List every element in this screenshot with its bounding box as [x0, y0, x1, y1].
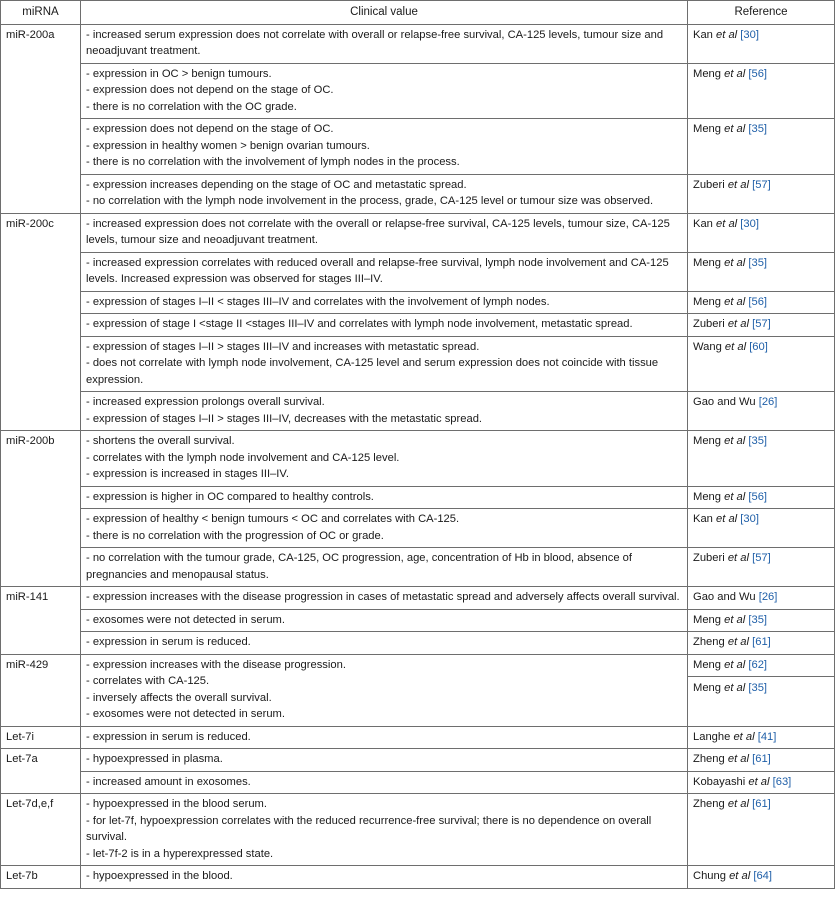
- clinical-value-cell: [81, 119, 688, 175]
- reference-entry: [693, 433, 830, 450]
- reference-et-al: et al: [721, 490, 746, 503]
- mirna-label: Let-7a: [6, 753, 38, 765]
- clinical-value-cell: [81, 794, 688, 866]
- mirna-label: miR-200b: [6, 435, 55, 447]
- table-row: [1, 771, 835, 794]
- reference-cell: [688, 749, 835, 772]
- table-row: [1, 314, 835, 337]
- clinical-value-line: - expression of stages I–II > stages III–IV, decreases with the metastatic spread.: [86, 412, 483, 425]
- clinical-value-line: - correlates with the lymph node involvement and CA-125 level.: [86, 451, 400, 464]
- reference-entry: [693, 294, 830, 311]
- reference-et-al: et al: [724, 798, 749, 810]
- mirna-cell: [1, 794, 81, 866]
- reference-citation-link[interactable]: [62]: [748, 658, 768, 671]
- reference-author: Meng: [693, 435, 721, 447]
- reference-cell: [688, 24, 835, 63]
- clinical-value-line: - expression is increased in stages III–IV.: [86, 468, 289, 480]
- clinical-value-line: - there is no correlation with the involvement of lymph nodes in the process.: [86, 156, 460, 168]
- reference-cell: [688, 654, 835, 726]
- reference-citation-link[interactable]: [30]: [740, 217, 759, 230]
- reference-citation-link[interactable]: [61]: [752, 798, 771, 810]
- reference-et-al: et al: [724, 636, 749, 648]
- clinical-value-line: - expression in OC > benign tumours.: [86, 67, 272, 80]
- reference-et-al: et al: [745, 775, 770, 788]
- clinical-value-line: - no correlation with the tumour grade, CA-125, OC progression, age, concentration of Hb in blood, absence of pregnancies and menopausal status.: [86, 552, 633, 581]
- mirna-cell: [1, 24, 81, 213]
- reference-entry: [693, 316, 830, 333]
- reference-cell: [688, 866, 835, 889]
- reference-entry: [693, 589, 830, 606]
- clinical-value-line: - expression of stages I–II > stages III–IV and increases with metastatic spread.: [86, 340, 480, 353]
- clinical-value-line: - correlates with CA-125.: [86, 675, 210, 687]
- reference-cell: [688, 771, 835, 794]
- reference-author: Kobayashi: [693, 775, 746, 788]
- clinical-value-line: - expression increases depending on the stage of OC and metastatic spread.: [86, 178, 467, 191]
- reference-author: Zuberi: [693, 178, 725, 191]
- clinical-value-line: - increased expression correlates with reduced overall and relapse-free survival, lymph node involvement and CA-125 levels. Increased expression was observed for stages III–IV.: [86, 256, 669, 285]
- table-row: [1, 609, 835, 632]
- reference-citation-link[interactable]: [35]: [748, 613, 768, 626]
- clinical-value-cell: [81, 726, 688, 749]
- reference-entry: [693, 612, 830, 629]
- reference-entry: [693, 729, 830, 746]
- reference-cell: [688, 252, 835, 291]
- mirna-cell: [1, 726, 81, 749]
- reference-cell: [688, 213, 835, 252]
- reference-entry: [693, 177, 830, 194]
- reference-cell: [688, 632, 835, 655]
- reference-et-al: et al: [725, 870, 751, 882]
- table-row: [1, 726, 835, 749]
- clinical-value-line: - expression of healthy < benign tumours < OC and correlates with CA-125.: [86, 513, 460, 525]
- clinical-value-line: - expression of stage I <stage II <stages III–IV and correlates with lymph node involvement, metastatic spread.: [86, 318, 633, 330]
- clinical-value-cell: [81, 336, 688, 392]
- mirna-cell: [1, 431, 81, 587]
- header-mirna: miRNA: [1, 1, 81, 25]
- table-row: [1, 587, 835, 610]
- reference-cell: [688, 392, 835, 431]
- reference-et-al: et al: [712, 28, 738, 41]
- reference-entry: [693, 774, 830, 791]
- reference-cell: [688, 609, 835, 632]
- mirna-label: miR-200a: [6, 28, 55, 41]
- reference-cell: [688, 174, 835, 213]
- reference-author: Langhe: [693, 730, 731, 743]
- reference-citation-link[interactable]: [35]: [748, 435, 768, 447]
- mirna-label: Let-7d,e,f: [6, 798, 54, 810]
- reference-entry: [693, 868, 830, 885]
- clinical-value-line: - hypoexpressed in plasma.: [86, 753, 223, 765]
- reference-entry: [693, 66, 830, 83]
- reference-author: Chung: [693, 870, 726, 882]
- clinical-value-line: - inversely affects the overall survival.: [86, 691, 272, 704]
- clinical-value-line: - expression does not depend on the stage of OC.: [86, 84, 334, 96]
- table-body: [1, 24, 835, 888]
- reference-entry: [693, 511, 830, 528]
- reference-cell: [688, 119, 835, 175]
- mirna-cell: [1, 654, 81, 726]
- reference-et-al: et al: [730, 730, 755, 743]
- mirna-cell: [1, 213, 81, 431]
- reference-et-al: et al: [724, 178, 749, 191]
- clinical-value-cell: [81, 431, 688, 487]
- reference-citation-link[interactable]: [26]: [758, 396, 778, 408]
- table-row: [1, 794, 835, 866]
- reference-author: Meng: [693, 658, 721, 671]
- reference-citation-link[interactable]: [56]: [748, 67, 768, 80]
- table-row: [1, 252, 835, 291]
- table-row: [1, 24, 835, 63]
- reference-cell: [688, 726, 835, 749]
- clinical-value-line: - hypoexpressed in the blood serum.: [86, 798, 267, 810]
- table-row: [1, 749, 835, 772]
- clinical-value-line: - there is no correlation with the progression of OC or grade.: [86, 529, 384, 542]
- header-row: [1, 1, 835, 25]
- reference-author: Kan: [693, 513, 713, 525]
- reference-cell: [688, 509, 835, 548]
- reference-author: Wang: [693, 340, 722, 353]
- reference-entry: [693, 339, 830, 356]
- clinical-value-line: - shortens the overall survival.: [86, 435, 235, 447]
- clinical-value-line: - expression in serum is reduced.: [86, 636, 251, 648]
- reference-et-al: et al: [721, 682, 746, 694]
- reference-citation-link[interactable]: [57]: [752, 552, 771, 564]
- clinical-value-cell: [81, 486, 688, 509]
- reference-author: Gao and Wu: [693, 396, 756, 408]
- reference-citation-link[interactable]: [57]: [752, 318, 771, 330]
- clinical-value-line: - for let-7f, hypoexpression correlates with the reduced recurrence-free survival; there is no dependence on overall survival.: [86, 814, 652, 843]
- mirna-cell: [1, 587, 81, 655]
- reference-author: Zuberi: [693, 318, 725, 330]
- reference-author: Zuberi: [693, 552, 725, 564]
- clinical-value-cell: [81, 632, 688, 655]
- clinical-value-line: - let-7f-2 is in a hyperexpressed state.: [86, 847, 274, 860]
- clinical-value-cell: [81, 213, 688, 252]
- table-row: [1, 509, 835, 548]
- table-row: [1, 336, 835, 392]
- reference-citation-link[interactable]: [30]: [740, 28, 759, 41]
- reference-cell: [688, 548, 835, 587]
- mirna-label: miR-429: [6, 658, 49, 671]
- reference-citation-link[interactable]: [61]: [752, 753, 771, 765]
- clinical-value-line: - increased expression does not correlate with the overall or relapse-free survival, CA-125 levels, tumour size, CA-125 levels, tumour size and neoadjuvant treatment.: [86, 217, 670, 246]
- reference-cell: [688, 63, 835, 119]
- clinical-value-cell: [81, 252, 688, 291]
- clinical-value-line: - there is no correlation with the OC grade.: [86, 100, 297, 113]
- reference-et-al: et al: [721, 658, 746, 671]
- header-reference: Reference: [688, 1, 835, 25]
- reference-citation-link[interactable]: [26]: [758, 591, 778, 603]
- table-row: [1, 213, 835, 252]
- reference-entry: [693, 796, 830, 813]
- clinical-value-line: - exosomes were not detected in serum.: [86, 708, 285, 720]
- table-row: [1, 866, 835, 889]
- clinical-value-cell: [81, 314, 688, 337]
- table-row: [1, 392, 835, 431]
- mirna-cell: [1, 749, 81, 794]
- table-row: [1, 291, 835, 314]
- clinical-value-cell: [81, 548, 688, 587]
- reference-author: Meng: [693, 613, 721, 626]
- reference-author: Meng: [693, 256, 721, 269]
- reference-et-al: et al: [721, 295, 746, 308]
- reference-citation-link[interactable]: [30]: [740, 513, 759, 525]
- clinical-value-line: - expression increases with the disease progression.: [86, 658, 346, 671]
- reference-cell: [688, 587, 835, 610]
- clinical-value-cell: [81, 291, 688, 314]
- table-row: [1, 63, 835, 119]
- reference-et-al: et al: [724, 552, 749, 564]
- reference-author: Kan: [693, 217, 713, 230]
- clinical-value-cell: [81, 609, 688, 632]
- reference-citation-link[interactable]: [56]: [748, 490, 768, 503]
- reference-entry: [693, 550, 830, 567]
- clinical-value-cell: [81, 174, 688, 213]
- clinical-value-line: - expression in healthy women > benign ovarian tumours.: [86, 139, 370, 152]
- reference-entry: [693, 751, 830, 768]
- reference-cell: [688, 431, 835, 487]
- clinical-value-cell: [81, 654, 688, 726]
- reference-author: Meng: [693, 123, 721, 135]
- reference-author: Meng: [693, 295, 721, 308]
- reference-citation-link[interactable]: [35]: [748, 256, 768, 269]
- reference-author: Meng: [693, 67, 721, 80]
- table-row: [1, 654, 835, 726]
- clinical-value-line: - no correlation with the lymph node involvement in the process, grade, CA-125 level or tumour size was observed.: [86, 195, 654, 207]
- clinical-value-line: - expression does not depend on the stage of OC.: [86, 123, 334, 135]
- reference-et-al: et al: [721, 340, 747, 353]
- mirna-cell: [1, 866, 81, 889]
- clinical-value-line: - increased expression prolongs overall survival.: [86, 396, 325, 408]
- table-row: [1, 174, 835, 213]
- reference-cell: [688, 794, 835, 866]
- table-row: [1, 486, 835, 509]
- clinical-value-cell: [81, 771, 688, 794]
- clinical-value-cell: [81, 587, 688, 610]
- reference-author: Zheng: [693, 636, 725, 648]
- reference-entry: [693, 216, 830, 233]
- reference-cell: [688, 291, 835, 314]
- clinical-value-cell: [81, 392, 688, 431]
- reference-et-al: et al: [721, 435, 746, 447]
- clinical-value-line: - expression increases with the disease progression in cases of metastatic spread and adversely affects overall survival.: [86, 591, 680, 603]
- reference-et-al: et al: [721, 67, 746, 80]
- header-clinical-value: Clinical value: [81, 1, 688, 25]
- clinical-value-line: - expression in serum is reduced.: [86, 730, 251, 743]
- reference-et-al: et al: [721, 256, 746, 269]
- table-row: [1, 119, 835, 175]
- clinical-value-cell: [81, 509, 688, 548]
- reference-et-al: et al: [712, 513, 738, 525]
- reference-et-al: et al: [712, 217, 738, 230]
- reference-entry: [693, 27, 830, 44]
- clinical-value-line: - increased amount in exosomes.: [86, 775, 251, 788]
- clinical-value-cell: [81, 749, 688, 772]
- table-row: [1, 431, 835, 487]
- table-row: [1, 632, 835, 655]
- mirna-label: miR-141: [6, 591, 49, 603]
- clinical-value-line: - increased serum expression does not correlate with overall or relapse-free survival, CA-125 levels, tumour size and neoadjuvant treatment.: [86, 28, 664, 57]
- reference-citation-link[interactable]: [35]: [748, 123, 768, 135]
- clinical-value-line: - exosomes were not detected in serum.: [86, 613, 285, 626]
- clinical-value-cell: [81, 866, 688, 889]
- reference-entry: [688, 676, 834, 697]
- reference-citation-link[interactable]: [63]: [772, 775, 792, 788]
- mirna-label: miR-200c: [6, 217, 54, 230]
- reference-et-al: et al: [724, 753, 749, 765]
- reference-author: Meng: [693, 490, 721, 503]
- reference-entry: [693, 394, 830, 411]
- reference-author: Zheng: [693, 753, 725, 765]
- reference-author: Gao and Wu: [693, 591, 756, 603]
- reference-citation-link[interactable]: [64]: [753, 870, 773, 882]
- clinical-value-line: - expression of stages I–II < stages III–IV and correlates with the involvement of lymph nodes.: [86, 295, 550, 308]
- reference-author: Kan: [693, 28, 713, 41]
- reference-cell: [688, 336, 835, 392]
- reference-entry: [693, 121, 830, 138]
- clinical-value-cell: [81, 24, 688, 63]
- clinical-value-cell: [81, 63, 688, 119]
- clinical-value-line: - hypoexpressed in the blood.: [86, 870, 233, 882]
- mirna-label: Let-7b: [6, 870, 38, 882]
- table-row: [1, 548, 835, 587]
- reference-entry: [693, 657, 830, 674]
- reference-et-al: et al: [721, 123, 746, 135]
- reference-entry: [693, 489, 830, 506]
- reference-citation-link[interactable]: [35]: [748, 682, 768, 694]
- reference-citation-link[interactable]: [61]: [752, 636, 771, 648]
- reference-author: Zheng: [693, 798, 725, 810]
- reference-citation-link[interactable]: [60]: [749, 340, 768, 353]
- reference-cell: [688, 314, 835, 337]
- reference-citation-link[interactable]: [57]: [752, 178, 771, 191]
- reference-citation-link[interactable]: [41]: [757, 730, 777, 743]
- reference-entry: [693, 634, 830, 651]
- clinical-value-line: - does not correlate with lymph node involvement, CA-125 level and serum expression does not coincide with tissue expression.: [86, 357, 659, 386]
- reference-citation-link[interactable]: [56]: [748, 295, 768, 308]
- reference-entry: [693, 255, 830, 272]
- clinical-value-line: - expression is higher in OC compared to healthy controls.: [86, 490, 374, 503]
- reference-et-al: et al: [721, 613, 746, 626]
- mirna-label: Let-7i: [6, 730, 34, 743]
- reference-author: Meng: [693, 682, 721, 694]
- reference-et-al: et al: [724, 318, 749, 330]
- reference-cell: [688, 486, 835, 509]
